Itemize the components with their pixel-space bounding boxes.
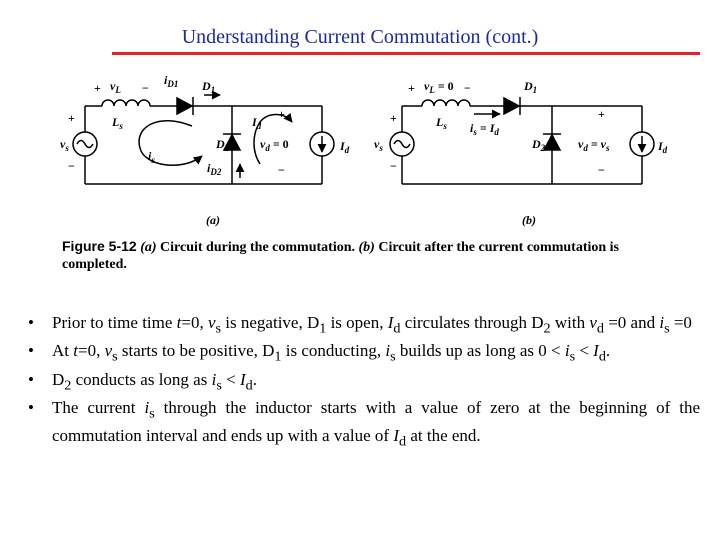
bullet-item: • The current $i_s$ through the inductor starts with a value of zero at the beginning of the commutation interval and ends up with a value of $I_d$ at the end. [28,398,700,449]
svg-text:D2: $D_2$ [532,137,546,153]
svg-text:−: − [390,159,397,173]
circuit-a [73,95,334,184]
diode-d1-b [504,98,519,114]
inductor-ls-b [422,100,470,106]
bullet-dot: • [28,398,34,418]
svg-text:vs: $v_s$ [374,137,383,153]
svg-text:is: $i_s$ [148,149,155,165]
bullet-list [28,312,700,453]
bullet-item: • $D_2$ conducts as long as $i_s < I_d$. [28,369,257,394]
bullet-item: • At t=0, $v_s$ starts to be positive, $D_1$ is conducting, $i_s$ builds up as long as $0 < i_s < I_d$. [28,341,611,365]
svg-text:D2: $D_2$ [216,137,230,153]
bullet-dot: • [28,341,34,361]
title-underline [112,52,700,55]
circuit-b [390,97,654,184]
figure-caption [62,238,622,273]
caption-part-b: (b) [358,240,375,255]
svg-text:vd = 0: $v_d = 0$ [260,137,289,153]
svg-text:iD1: $i_{D1}$ [164,73,179,89]
caption-figure-number: Figure 5-12 [62,238,137,254]
diode-d2-b [544,135,560,150]
bullet-item: • Prior to time time t=0, $v_s$ is negative, $D_1$ is open, $I_d$ circulates through $D_2$ with $v_d =0$ and $i_s =0$ [28,313,692,337]
label-b: (b) [522,213,536,227]
svg-text:is = Id: $i_s = I_d$ [470,121,499,137]
svg-text:Id: $I_d$ [252,115,262,131]
svg-text:Ls: $L_s$ [436,115,447,131]
bullet-dot: • [28,313,34,332]
svg-text:+: + [94,81,101,95]
circuit-b-labels [374,79,668,227]
caption-text-a: Circuit during the commutation. [156,240,359,255]
svg-text:vs: $v_s$ [60,137,69,153]
circuit-a-labels [60,73,350,227]
svg-text:−: − [68,159,75,173]
svg-text:−: − [464,81,471,95]
svg-text:iD2: $i_{D2}$ [207,161,222,177]
svg-text:+: + [278,107,285,121]
inductor-ls-a [102,100,150,106]
label-a: (a) [206,213,220,227]
svg-text:D1: $D_1$ [202,79,216,95]
svg-text:Id: $I_d$ [658,139,668,155]
caption-part-a: (a) [140,240,157,255]
svg-text:+: + [390,111,397,125]
svg-text:+: + [598,107,605,121]
diode-d1-a [177,98,192,114]
svg-text:vL: $v_L$ [110,79,121,95]
caption-text-b: Circuit after the current commutation is completed. [62,240,620,272]
svg-text:−: − [598,163,605,177]
slide-title: Understanding Current Commutation (cont.) [181,26,539,48]
svg-text:−: − [142,81,149,95]
bullet-dot: • [28,369,34,389]
svg-text:+: + [408,81,415,95]
svg-text:Ls: $L_s$ [112,115,123,131]
svg-text:−: − [278,163,285,177]
svg-text:Id: $I_d$ [340,139,350,155]
svg-text:vL = 0: $v_L = 0$ [424,79,454,95]
svg-text:D1: $D_1$ [524,79,538,95]
svg-text:vd = vs: $v_d = v_s$ [578,137,610,153]
svg-text:+: + [68,111,75,125]
